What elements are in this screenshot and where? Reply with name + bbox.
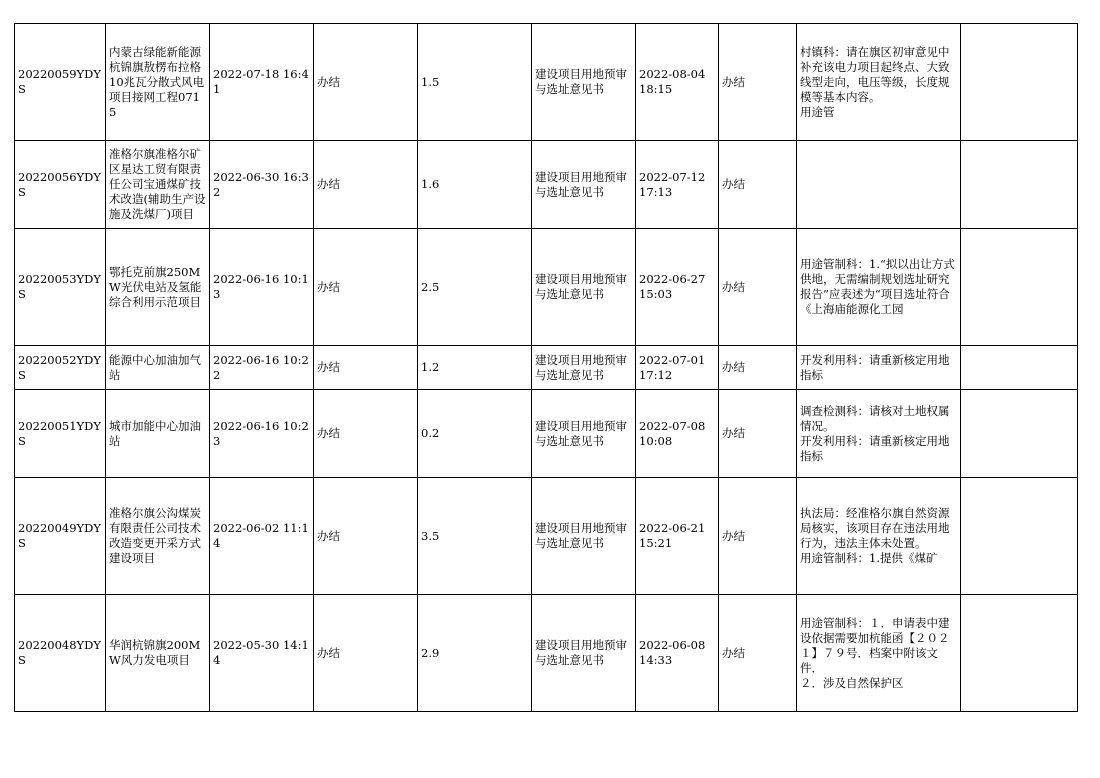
finish-time-text: 2022-07-08 10:08 [639,418,706,448]
record-id-cell [15,346,106,390]
table-row [15,141,1078,229]
area-text: 2.9 [421,645,440,660]
result-cell [719,595,797,712]
records-table [14,23,1078,712]
status-text: 办结 [317,426,340,440]
status-text: 办结 [317,360,340,374]
area-text: 2.5 [421,279,440,294]
finish-time-text: 2022-06-08 14:33 [639,638,706,667]
result-text: 办结 [722,426,745,440]
area-cell [418,595,532,712]
opinion-cell [797,141,961,229]
status-cell [314,346,418,390]
opinion-text: 村镇科：请在旗区初审意见中补充该电力项目起终点、大致线型走向，电压等级，长度规模等基本内容。 用途管 [800,44,950,119]
status-cell [314,229,418,346]
extra-cell [961,141,1078,229]
result-text: 办结 [722,177,745,191]
submit-time-text: 2022-05-30 14:14 [213,638,309,667]
record-id-text: 20220051YDYS [18,418,101,448]
submit-time-text: 2022-06-30 16:32 [213,169,309,199]
record-id-cell [15,478,106,595]
table-row [15,229,1078,346]
submit-time-text: 2022-07-18 16:41 [213,67,309,96]
project-name-cell [106,478,210,595]
finish-time-cell [636,478,719,595]
table-row [15,346,1078,390]
area-cell [418,346,532,390]
approval-item-text: 建设项目用地预审与选址意见书 [535,521,627,550]
extra-cell [961,346,1078,390]
approval-item-text: 建设项目用地预审与选址意见书 [535,638,627,667]
finish-time-cell [636,141,719,229]
table-row [15,595,1078,712]
result-text: 办结 [722,74,745,89]
submit-time-text: 2022-06-02 11:14 [213,521,309,550]
project-name-text: 准格尔旗公沟煤炭有限责任公司技术改造变更开采方式建设项目 [109,506,201,565]
submit-time-text: 2022-06-16 10:22 [213,352,309,382]
submit-time-text: 2022-06-16 10:13 [213,272,309,301]
opinion-text: 执法局：经准格尔旗自然资源局核实，该项目存在违法用地行为，违法主体未处置。 用途管制科：1.提供《煤矿 [800,506,950,565]
approval-item-text: 建设项目用地预审与选址意见书 [535,272,627,301]
approval-item-cell [532,346,636,390]
finish-time-text: 2022-07-01 17:12 [639,352,706,382]
record-id-cell [15,141,106,229]
approval-item-text: 建设项目用地预审与选址意见书 [535,418,627,448]
finish-time-cell [636,390,719,478]
result-cell [719,346,797,390]
submit-time-cell [210,346,314,390]
project-name-cell [106,346,210,390]
project-name-cell [106,24,210,141]
result-text: 办结 [722,279,745,294]
area-cell [418,390,532,478]
finish-time-cell [636,24,719,141]
record-id-cell [15,595,106,712]
project-name-text: 准格尔旗准格尔矿区星达工贸有限责任公司宝通煤矿技术改造(辅助生产设施及洗煤厂)项目 [109,147,206,221]
area-cell [418,24,532,141]
approval-item-cell [532,478,636,595]
opinion-text: 开发利用科：请重新核定用地指标 [800,352,950,382]
extra-cell [961,478,1078,595]
result-cell [719,478,797,595]
approval-item-text: 建设项目用地预审与选址意见书 [535,67,627,96]
project-name-cell [106,141,210,229]
project-name-cell [106,390,210,478]
status-cell [314,595,418,712]
project-name-cell [106,229,210,346]
project-name-text: 华润杭锦旗200MW风力发电项目 [109,638,201,667]
approval-item-cell [532,595,636,712]
opinion-cell [797,595,961,712]
submit-time-text: 2022-06-16 10:23 [213,418,309,448]
status-text: 办结 [317,528,340,543]
finish-time-cell [636,229,719,346]
project-name-text: 城市加能中心加油站 [109,418,201,448]
area-text: 3.5 [421,528,440,543]
project-name-text: 内蒙古绿能新能源杭锦旗敖楞布拉格10兆瓦分散式风电项目接网工程0715 [109,44,205,119]
submit-time-cell [210,141,314,229]
submit-time-cell [210,595,314,712]
approval-item-cell [532,229,636,346]
status-text: 办结 [317,177,340,191]
status-cell [314,478,418,595]
result-cell [719,24,797,141]
finish-time-text: 2022-06-21 15:21 [639,521,706,550]
finish-time-cell [636,595,719,712]
finish-time-text: 2022-08-04 18:15 [639,67,706,96]
opinion-cell [797,478,961,595]
approval-item-text: 建设项目用地预审与选址意见书 [535,352,627,382]
record-id-text: 20220053YDYS [18,272,101,301]
extra-cell [961,390,1078,478]
record-id-text: 20220049YDYS [18,521,101,550]
area-text: 1.5 [421,74,440,89]
finish-time-text: 2022-06-27 15:03 [639,272,706,301]
opinion-cell [797,229,961,346]
result-text: 办结 [722,360,745,374]
opinion-text: 用途管制科：１．申请表中建设依据需要加杭能函【２０２１】７９号．档案中附该文件． ２．涉及自然保护区 [800,615,950,690]
record-id-text: 20220048YDYS [18,638,101,667]
table-row [15,24,1078,141]
approval-item-cell [532,24,636,141]
area-cell [418,141,532,229]
submit-time-cell [210,229,314,346]
record-id-text: 20220056YDYS [18,169,101,199]
result-cell [719,141,797,229]
area-text: 1.6 [421,177,440,191]
table-body [15,24,1078,712]
area-text: 1.2 [421,360,440,374]
opinion-cell [797,390,961,478]
record-id-cell [15,24,106,141]
approval-item-cell [532,390,636,478]
project-name-text: 能源中心加油加气站 [109,352,201,382]
opinion-cell [797,346,961,390]
result-cell [719,229,797,346]
status-text: 办结 [317,645,340,660]
opinion-cell [797,24,961,141]
table-row [15,478,1078,595]
record-id-text: 20220059YDYS [18,67,101,96]
opinion-text: 调查检测科：请核对土地权属情况。 开发利用科：请重新核定用地指标 [800,403,950,463]
extra-cell [961,229,1078,346]
area-text: 0.2 [421,426,440,440]
approval-item-cell [532,141,636,229]
status-cell [314,390,418,478]
finish-time-text: 2022-07-12 17:13 [639,169,706,199]
finish-time-cell [636,346,719,390]
status-text: 办结 [317,279,340,294]
result-cell [719,390,797,478]
opinion-text: 用途管制科：1.“拟以出让方式供地，无需编制规划选址研究报告”应表述为“项目选址符合《上海庙能源化工园 [800,257,955,316]
status-cell [314,24,418,141]
extra-cell [961,595,1078,712]
area-cell [418,478,532,595]
status-text: 办结 [317,74,340,89]
submit-time-cell [210,478,314,595]
result-text: 办结 [722,645,745,660]
submit-time-cell [210,390,314,478]
result-text: 办结 [722,528,745,543]
area-cell [418,229,532,346]
approval-item-text: 建设项目用地预审与选址意见书 [535,169,627,199]
extra-cell [961,24,1078,141]
submit-time-cell [210,24,314,141]
record-id-text: 20220052YDYS [18,352,101,382]
project-name-cell [106,595,210,712]
record-id-cell [15,390,106,478]
record-id-cell [15,229,106,346]
status-cell [314,141,418,229]
project-name-text: 鄂托克前旗250MW光伏电站及氢能综合利用示范项目 [109,264,202,309]
table-row [15,390,1078,478]
